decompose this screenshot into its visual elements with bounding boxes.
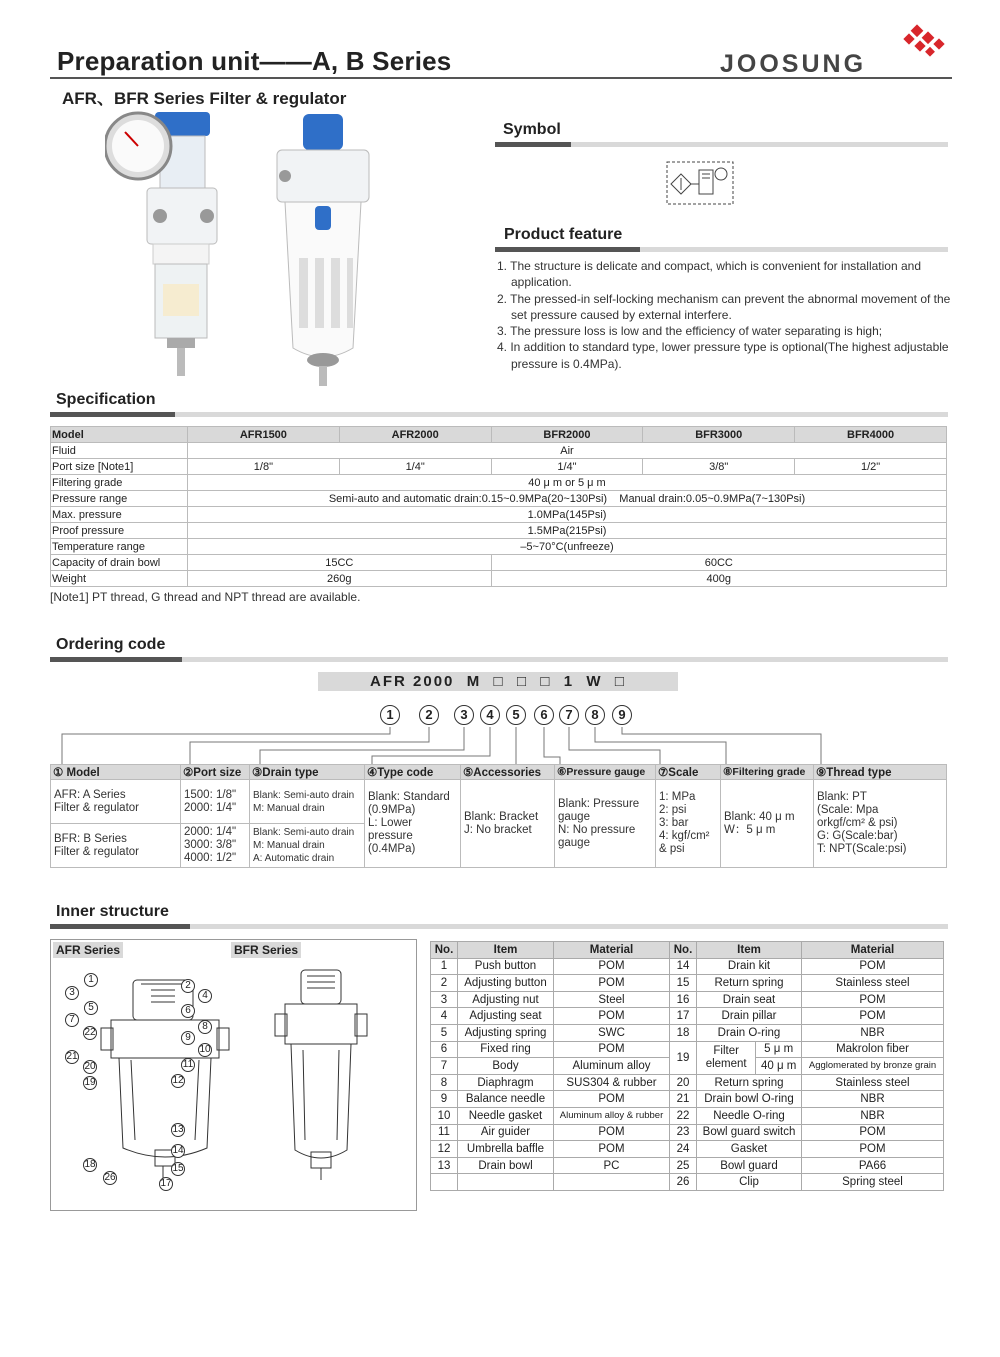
table-cell: Needle gasket (458, 1107, 554, 1124)
callout-6: 6 (181, 1004, 195, 1018)
table-cell: POM (802, 991, 944, 1008)
symbol-heading: Symbol (503, 121, 561, 138)
table-row (51, 571, 947, 587)
table-cell: 12 (431, 1141, 458, 1158)
table-cell: 40 μ m (756, 1058, 802, 1075)
table-cell: 1/4" (339, 459, 491, 475)
table-cell: Body (458, 1058, 554, 1075)
table-row (51, 523, 947, 539)
table-row (51, 780, 947, 824)
table-cell: 15 (670, 975, 697, 992)
table-cell: Blank: Semi-auto drain M: Manual drain A: Automatic drain (250, 824, 365, 868)
table-cell: Stainless steel (802, 1074, 944, 1091)
table-cell: 19 (670, 1041, 697, 1074)
table-cell: Steel (554, 991, 670, 1008)
brand-logo: JOOSUNG (720, 50, 867, 78)
table-cell: 260g (188, 571, 492, 587)
table-cell: 4 (431, 1008, 458, 1025)
table-cell: Needle O-ring (697, 1107, 802, 1124)
code-position-3: 3 (454, 705, 474, 725)
feature-heading-bar (495, 247, 948, 252)
table-cell: Drain seat (697, 991, 802, 1008)
table-cell: Drain kit (697, 958, 802, 975)
table-header: ⑤Accessories (461, 765, 555, 780)
table-cell: Diaphragm (458, 1074, 554, 1091)
spec-table (50, 426, 947, 587)
table-cell: 3/8" (643, 459, 795, 475)
table-header: Model (51, 427, 188, 443)
table-cell: Max. pressure (51, 507, 188, 523)
table-cell: Gasket (697, 1141, 802, 1158)
table-cell: NBR (802, 1091, 944, 1108)
table-row (431, 958, 944, 975)
table-cell: Bowl guard (697, 1157, 802, 1174)
table-cell: SUS304 & rubber (554, 1074, 670, 1091)
table-row (51, 765, 947, 780)
table-header: ⑥Pressure gauge (555, 765, 656, 780)
table-cell: Adjusting seat (458, 1008, 554, 1025)
table-row (51, 443, 947, 459)
inner-heading: Inner structure (56, 903, 169, 920)
table-cell: Filtering grade (51, 475, 188, 491)
table-cell: Aluminum alloy (554, 1058, 670, 1075)
code-position-2: 2 (419, 705, 439, 725)
code-position-5: 5 (506, 705, 526, 725)
table-cell: 1: MPa 2: psi 3: bar 4: kgf/cm² & psi (656, 780, 721, 868)
code-position-1: 1 (380, 705, 400, 725)
table-cell: 1/4" (491, 459, 643, 475)
code-position-6: 6 (534, 705, 554, 725)
table-cell: Semi-auto and automatic drain:0.15~0.9MPa(20~130Psi) Manual drain:0.05~0.9MPa(7~130Psi) (188, 491, 947, 507)
feature-item: 2. The pressed-in self-locking mechanism can prevent the abnormal movement of the set pressure caused by external interfere. (497, 291, 951, 322)
callout-13: 13 (172, 1124, 184, 1135)
table-cell: 1 (431, 958, 458, 975)
parts-table (430, 941, 944, 1191)
table-cell: 1.0MPa(145Psi) (188, 507, 947, 523)
callout-22: 22 (84, 1027, 96, 1038)
table-row (51, 491, 947, 507)
table-header: BFR4000 (795, 427, 947, 443)
callout-19: 19 (84, 1077, 96, 1088)
table-cell: 18 (670, 1024, 697, 1041)
table-cell: Adjusting nut (458, 991, 554, 1008)
table-cell: Return spring (697, 975, 802, 992)
table-cell: 40 μ m or 5 μ m (188, 475, 947, 491)
filter-regulator-symbol-icon (665, 160, 735, 206)
callout-1: 1 (84, 973, 98, 987)
code-position-8: 8 (585, 705, 605, 725)
inner-heading-bar (50, 924, 948, 929)
bfr-product-image (255, 108, 385, 388)
table-header: Item (697, 942, 802, 959)
table-header: ③Drain type (250, 765, 365, 780)
table-cell: Fixed ring (458, 1041, 554, 1058)
table-header: ⑨Thread type (814, 765, 947, 780)
table-row (431, 1124, 944, 1141)
bfr-series-label: BFR Series (231, 942, 301, 958)
table-cell: Pressure range (51, 491, 188, 507)
table-cell: 1/2" (795, 459, 947, 475)
table-cell: 16 (670, 991, 697, 1008)
table-header: ④Type code (365, 765, 461, 780)
table-cell: 1.5MPa(215Psi) (188, 523, 947, 539)
table-cell: 13 (431, 1157, 458, 1174)
callout-26: 26 (104, 1172, 116, 1183)
table-cell: Proof pressure (51, 523, 188, 539)
table-cell: Fluid (51, 443, 188, 459)
table-header: ⑧Filtering grade (721, 765, 814, 780)
inner-structure-diagram (50, 939, 417, 1211)
table-cell: POM (802, 1124, 944, 1141)
table-cell: 2000: 1/4" 3000: 3/8" 4000: 1/2" (181, 824, 250, 868)
table-row (51, 539, 947, 555)
table-cell: Stainless steel (802, 975, 944, 992)
table-header: ⑦Scale (656, 765, 721, 780)
cross-section-drawings (51, 940, 416, 1210)
table-cell: 3 (431, 991, 458, 1008)
feature-item: 3. The pressure loss is low and the efficiency of water separating is high; (497, 324, 883, 339)
table-cell: Agglomerated by bronze grain (802, 1058, 944, 1075)
table-cell: Balance needle (458, 1091, 554, 1108)
callout-17: 17 (160, 1178, 172, 1189)
table-row (431, 975, 944, 992)
afr-product-image (105, 108, 230, 383)
table-cell: 5 (431, 1024, 458, 1041)
feature-item: 4. In addition to standard type, lower pressure type is optional(The highest adjustable pressure is 0.4MPa). (497, 340, 949, 371)
table-cell: 11 (431, 1124, 458, 1141)
table-cell: Blank: Pressure gauge N: No pressure gauge (555, 780, 656, 868)
table-cell: 14 (670, 958, 697, 975)
callout-21: 21 (66, 1051, 78, 1062)
code-position-9: 9 (612, 705, 632, 725)
table-cell: Push button (458, 958, 554, 975)
table-header: BFR3000 (643, 427, 795, 443)
table-row (431, 1008, 944, 1025)
callout-11: 11 (182, 1059, 194, 1070)
table-cell: NBR (802, 1107, 944, 1124)
callout-10: 10 (199, 1044, 211, 1055)
table-row (431, 1141, 944, 1158)
table-cell: POM (802, 1141, 944, 1158)
table-header: No. (431, 942, 458, 959)
callout-7: 7 (65, 1013, 79, 1027)
callout-18: 18 (84, 1159, 96, 1170)
table-row (431, 1174, 944, 1191)
table-cell (431, 1174, 458, 1191)
table-cell: Return spring (697, 1074, 802, 1091)
table-cell: POM (802, 958, 944, 975)
table-cell: 17 (670, 1008, 697, 1025)
ordering-heading-bar (50, 657, 948, 662)
table-cell: BFR: B Series Filter & regulator (51, 824, 181, 868)
table-cell (458, 1174, 554, 1191)
brand-mark-icon (897, 24, 949, 58)
bfr-cross-section (275, 970, 367, 1180)
code-position-7: 7 (559, 705, 579, 725)
table-row (51, 475, 947, 491)
table-cell: Filter element (697, 1041, 756, 1074)
table-header: BFR2000 (491, 427, 643, 443)
feature-list (497, 258, 957, 372)
table-cell: Drain O-ring (697, 1024, 802, 1041)
table-cell: Drain pillar (697, 1008, 802, 1025)
callout-9: 9 (181, 1031, 195, 1045)
table-cell: 21 (670, 1091, 697, 1108)
table-cell: 25 (670, 1157, 697, 1174)
table-cell (554, 1174, 670, 1191)
table-cell: NBR (802, 1024, 944, 1041)
code-position-4: 4 (480, 705, 500, 725)
table-cell: Umbrella baffle (458, 1141, 554, 1158)
table-cell: Blank: PT (Scale: Mpa orkgf/cm² & psi) G: G(Scale:bar) T: NPT(Scale:psi) (814, 780, 947, 868)
table-cell: 23 (670, 1124, 697, 1141)
table-cell: 1500: 1/8" 2000: 1/4" (181, 780, 250, 824)
table-cell: 24 (670, 1141, 697, 1158)
table-cell: Capacity of drain bowl (51, 555, 188, 571)
table-header: AFR2000 (339, 427, 491, 443)
symbol-heading-bar (495, 142, 948, 147)
table-cell: POM (554, 1041, 670, 1058)
table-cell: POM (554, 975, 670, 992)
table-cell: Adjusting spring (458, 1024, 554, 1041)
table-cell: 400g (491, 571, 946, 587)
table-cell: 15CC (188, 555, 492, 571)
table-cell: Aluminum alloy & rubber (554, 1107, 670, 1124)
table-header: ① Model (51, 765, 181, 780)
callout-20: 20 (84, 1061, 96, 1072)
table-cell: POM (554, 1091, 670, 1108)
table-cell: 1/8" (188, 459, 340, 475)
table-cell: PC (554, 1157, 670, 1174)
table-cell: 2 (431, 975, 458, 992)
table-cell: Bowl guard switch (697, 1124, 802, 1141)
spec-heading: Specification (56, 391, 156, 408)
table-cell: Port size [Note1] (51, 459, 188, 475)
table-cell: AFR: A Series Filter & regulator (51, 780, 181, 824)
spec-heading-bar (50, 412, 948, 417)
callout-5: 5 (84, 1001, 98, 1015)
table-cell: 26 (670, 1174, 697, 1191)
table-row (431, 991, 944, 1008)
table-cell: 10 (431, 1107, 458, 1124)
ordering-heading: Ordering code (56, 636, 166, 653)
callout-14: 14 (172, 1145, 184, 1156)
table-cell: SWC (554, 1024, 670, 1041)
table-header: AFR1500 (188, 427, 340, 443)
table-cell: POM (554, 958, 670, 975)
ordering-table (50, 764, 947, 868)
table-row (51, 427, 947, 443)
table-cell: 60CC (491, 555, 946, 571)
table-cell: Spring steel (802, 1174, 944, 1191)
table-cell: 20 (670, 1074, 697, 1091)
table-row (431, 1157, 944, 1174)
table-cell: Adjusting button (458, 975, 554, 992)
page-subtitle: AFR、BFR Series Filter & regulator (62, 89, 347, 108)
table-cell: POM (554, 1008, 670, 1025)
callout-12: 12 (172, 1075, 184, 1086)
table-header: Material (802, 942, 944, 959)
table-header: No. (670, 942, 697, 959)
callout-8: 8 (198, 1020, 212, 1034)
table-row (431, 1107, 944, 1124)
table-cell: Blank: 40 μ m W：5 μ m (721, 780, 814, 868)
table-cell: POM (802, 1008, 944, 1025)
ordering-connector-lines (50, 724, 930, 768)
table-cell: 7 (431, 1058, 458, 1075)
table-cell: 8 (431, 1074, 458, 1091)
table-cell: 6 (431, 1041, 458, 1058)
table-cell: Drain bowl O-ring (697, 1091, 802, 1108)
table-cell: Blank: Semi-auto drain M: Manual drain (250, 780, 365, 824)
ordering-code: AFR 2000 M □ □ □ 1 W □ (318, 672, 678, 691)
table-cell: Blank: Bracket J: No bracket (461, 780, 555, 868)
table-cell: Drain bowl (458, 1157, 554, 1174)
callout-4: 4 (198, 989, 212, 1003)
table-row (431, 942, 944, 959)
table-cell: Weight (51, 571, 188, 587)
page-title: Preparation unit——A, B Series (57, 46, 452, 76)
table-row (51, 459, 947, 475)
table-cell: Air guider (458, 1124, 554, 1141)
table-header: Item (458, 942, 554, 959)
table-row (431, 1024, 944, 1041)
callout-15: 15 (172, 1163, 184, 1174)
table-row (51, 555, 947, 571)
table-cell: Clip (697, 1174, 802, 1191)
afr-cross-section (101, 980, 229, 1178)
feature-heading: Product feature (504, 226, 623, 243)
table-row (431, 1041, 944, 1058)
feature-item: 1. The structure is delicate and compact, which is convenient for installation and application. (497, 259, 922, 290)
table-cell: Air (188, 443, 947, 459)
spec-note: [Note1] PT thread, G thread and NPT thread are available. (50, 590, 361, 604)
table-row (51, 507, 947, 523)
table-cell: Makrolon fiber (802, 1041, 944, 1058)
table-header: Material (554, 942, 670, 959)
table-cell: –5~70°C(unfreeze) (188, 539, 947, 555)
table-row (431, 1091, 944, 1108)
table-cell: 9 (431, 1091, 458, 1108)
table-cell: Blank: Standard (0.9MPa) L: Lower pressure (0.4MPa) (365, 780, 461, 868)
callout-2: 2 (181, 979, 195, 993)
table-cell: Temperature range (51, 539, 188, 555)
callout-3: 3 (65, 986, 79, 1000)
table-row (431, 1074, 944, 1091)
table-cell: PA66 (802, 1157, 944, 1174)
table-cell: POM (554, 1141, 670, 1158)
table-cell: 22 (670, 1107, 697, 1124)
table-header: ②Port size (181, 765, 250, 780)
table-cell: POM (554, 1124, 670, 1141)
afr-series-label: AFR Series (53, 942, 123, 958)
table-cell: 5 μ m (756, 1041, 802, 1058)
